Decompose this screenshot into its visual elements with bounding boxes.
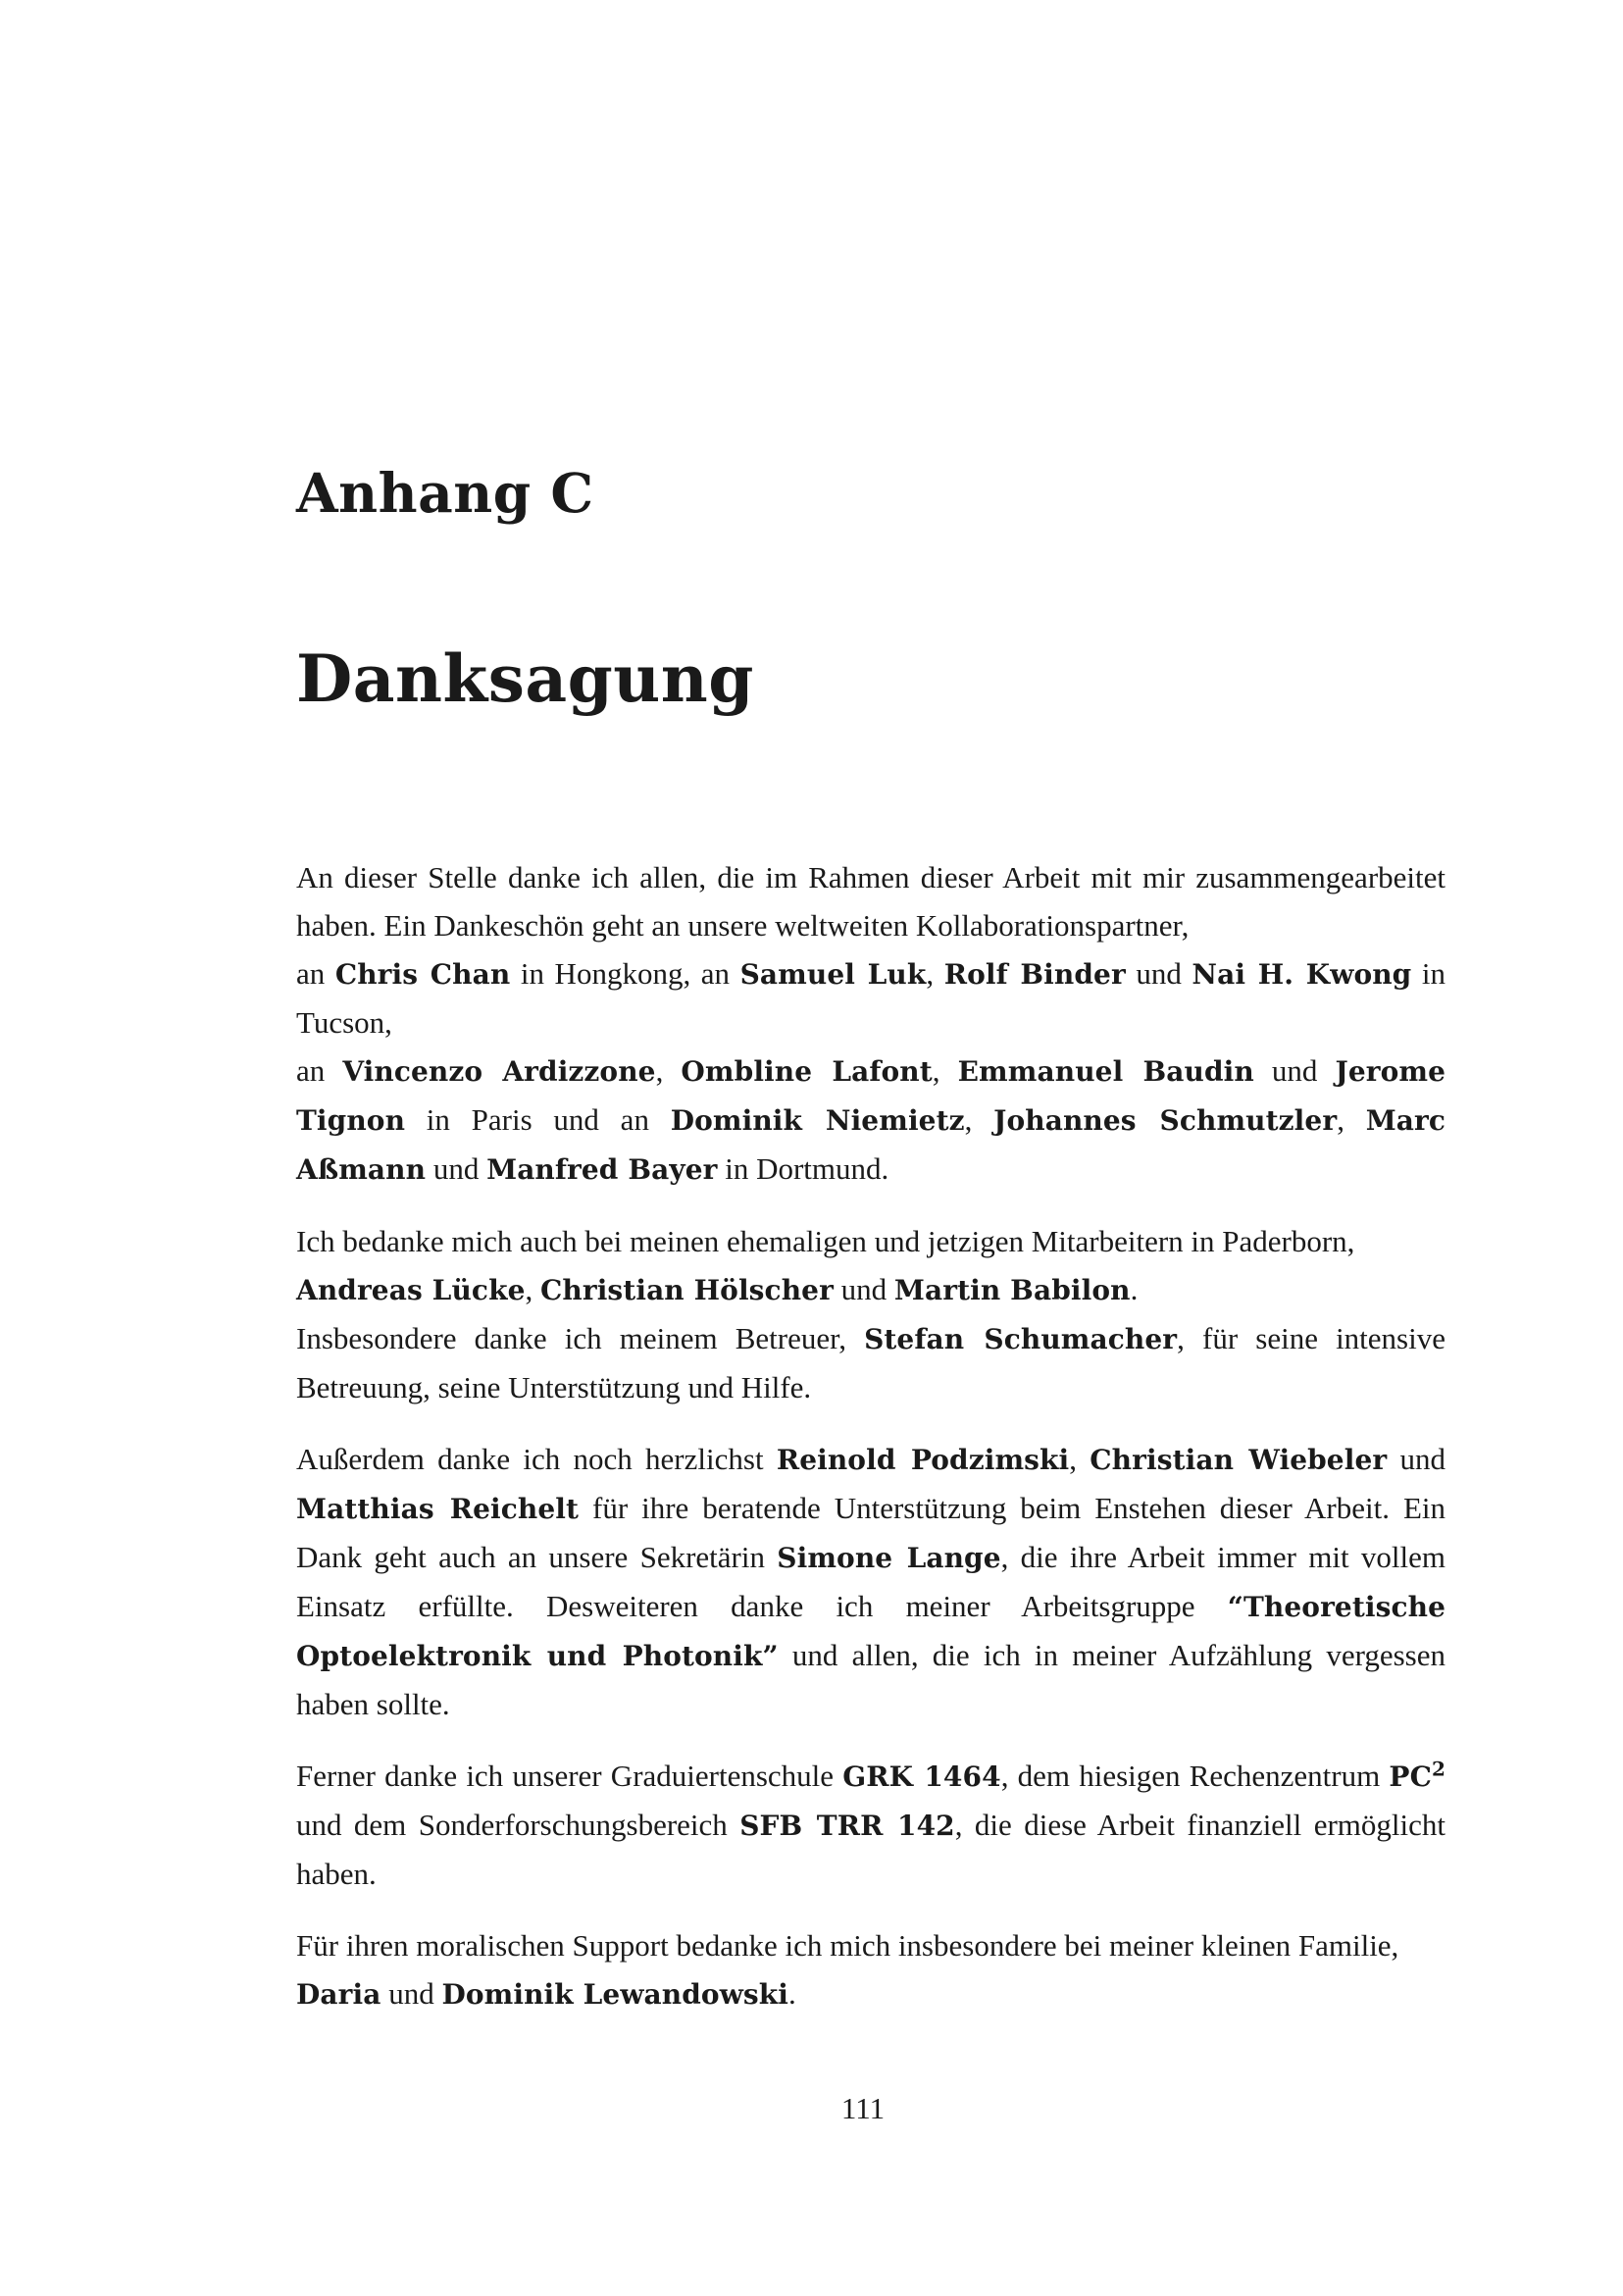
text-run: , [926,956,944,991]
paragraph-colleagues [296,1217,1445,1411]
text-run: Für ihren moralischen Support bedanke ich mich insbesondere bei meiner kleinen Familie, [296,1928,1399,1963]
person-name: Christian Wiebeler [1090,1444,1388,1476]
person-name: Manfred Bayer [486,1153,718,1186]
text-run: , dem hiesigen Rechenzentrum [1000,1759,1390,1793]
page-number: 111 [840,2091,886,2125]
text-run: und [426,1151,487,1186]
person-name: Christian Hölscher [540,1274,834,1306]
appendix-label: Anhang C [296,461,594,525]
institution-name: GRK 1464 [842,1760,1001,1793]
person-name: Chris Chan [334,958,511,991]
text-run: für ihre beratende Unterstützung beim Enstehen dieser Arbeit. Ein Dank geht auch an unsere Sekretärin [296,1491,1445,1574]
person-name: Rolf Binder [943,958,1126,991]
text-run: Außerdem danke ich noch herzlichst [296,1442,777,1476]
text-run: PC [1389,1760,1432,1793]
person-name: Dominik Niemietz [670,1104,965,1137]
text-run: , [1069,1442,1090,1476]
text-run: , die diese Arbeit finanziell ermöglicht haben. [296,1808,1445,1891]
text-run: in Dortmund. [717,1151,889,1186]
text-run: Ferner danke ich unserer Graduiertenschule [296,1759,843,1793]
text-run: , [655,1053,682,1088]
chapter-title: Danksagung [296,640,754,717]
person-name: Martin Babilon [893,1274,1131,1306]
text-run: , die ihre Arbeit immer mit vollem Einsatz erfüllte. Desweiteren danke ich meiner Arbeitsgruppe [296,1540,1445,1623]
person-name: Vincenzo Ardizzone [342,1055,656,1088]
paragraph-collaborators [296,853,1445,1194]
person-name: Emmanuel Baudin [957,1055,1254,1088]
person-name: Dominik Lewandowski [441,1978,788,2011]
person-name: Marc Aßmann [296,1104,1446,1186]
person-name: Simone Lange [777,1542,1001,1574]
paragraph-support [296,1435,1445,1728]
institution-name [1389,1757,1445,1793]
text-run: . [1130,1272,1139,1306]
text-run: Ich bedanke mich auch bei meinen ehemaligen und jetzigen Mitarbeitern in Paderborn, [296,1224,1355,1258]
text-run: und dem Sonderforschungsbereich [296,1808,740,1842]
person-name: Daria [296,1978,381,2011]
person-name: Johannes Schmutzler [993,1104,1338,1137]
person-name: Ombline Lafont [681,1055,933,1088]
text-run: in Paris und an [405,1102,671,1137]
person-name: Andreas Lücke [296,1274,526,1306]
text-run: und [833,1272,894,1306]
person-name: Matthias Reichelt [296,1493,580,1525]
person-name: Stefan Schumacher [864,1323,1178,1355]
text-run: und [1125,956,1192,991]
text-run: an [296,956,335,991]
text-run: , [1337,1102,1366,1137]
paragraph-funding [296,1752,1445,1898]
text-run: und [1253,1053,1336,1088]
text-run: Insbesondere danke ich meinem Betreuer, [296,1321,865,1355]
group-name: “Theoretische Optoelektronik und Photonik” [296,1591,1445,1672]
text-run: und [380,1976,442,2011]
acknowledgements-body [296,853,1445,2042]
text-run: . [788,1976,796,2011]
text-run: An dieser Stelle danke ich allen, die im Rahmen dieser Arbeit mit mir zusammengearbeitet haben. Ein Dankeschön geht an unsere weltweiten Kollaborationspartner, [296,860,1445,943]
text-run: , [525,1272,540,1306]
text-run: in Tucson, [296,956,1446,1040]
superscript: 2 [1431,1757,1445,1781]
person-name: Jerome Tignon [296,1055,1446,1137]
text-run: und [1387,1442,1445,1476]
text-run: , [964,1102,994,1137]
text-run: und allen, die ich in meiner Aufzählung vergessen haben sollte. [296,1638,1445,1721]
text-run: , für seine intensive Betreuung, seine Unterstützung und Hilfe. [296,1321,1445,1404]
text-run: an [296,1053,343,1088]
paragraph-family [296,1921,1445,2018]
person-name: Nai H. Kwong [1192,958,1412,991]
person-name: Samuel Luk [739,958,927,991]
person-name: Reinold Podzimski [776,1444,1070,1476]
text-run: , [932,1053,958,1088]
institution-name: SFB TRR 142 [739,1810,955,1842]
text-run: in Hongkong, an [510,956,740,991]
